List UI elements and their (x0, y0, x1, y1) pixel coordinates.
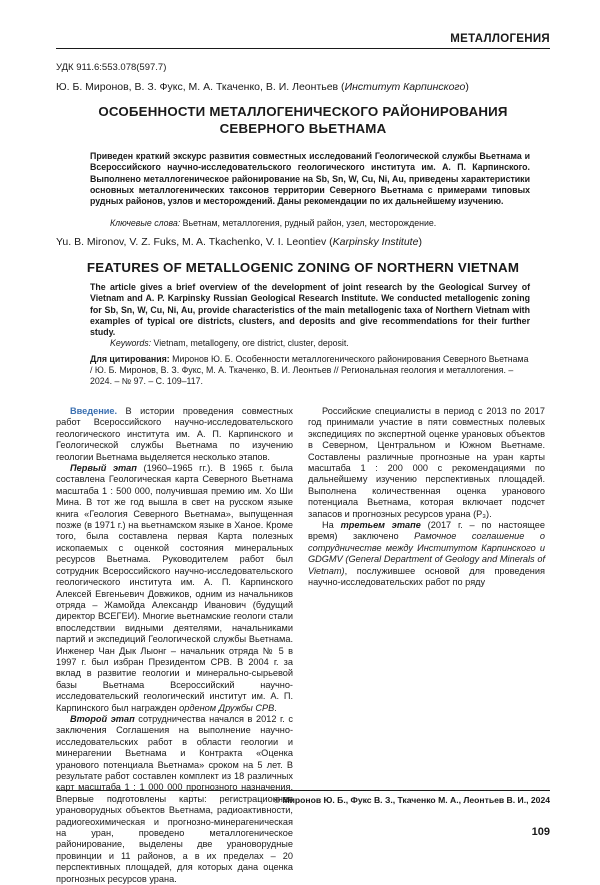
intro-text: В истории проведения совместных работ Всероссийского научно-исследовательского геологического института им. А. П. Карпинского и Геологической службы Вьетнама по изучению геологии Вьетнама выделяется несколько этапов. (56, 406, 293, 462)
intro-paragraph (56, 406, 293, 463)
stage3-agreement: Рамочное соглашение о сотрудничестве между Институтом Карпинского и GDGMV (General Department of Geology and Minerals of Vietnam) (308, 531, 545, 576)
body-column-left (56, 406, 293, 885)
stage2-text: сотрудничества начался в 2012 г. с заключения Соглашения на выполнение научно-исследовательских работ в области геологии и минерагении Вьетнама и Контракта «Оценка уранового потенциала Вьетнама» сроком на 5 лет. В результате работ составлен комплект из 18 различных карт масштаба 1 : 1 000 000 прогнозного назначения. Впервые подготовлены карты: регистрационная урановорудных объектов Вьетнама, радиоактивности, радиогеохимическая и прогнозно-минерагеническая на уран, проведено металлогеническое районирование, выделены две урановорудные провинции и 11 районов, а в их пределах – 20 перспективных площадей, для которых дана оценка прогнозных ресурсов урана. (56, 713, 293, 884)
title-ru-line2: СЕВЕРНОГО ВЬЕТНАМА (219, 121, 387, 136)
citation-label: Для цитирования: (90, 354, 170, 364)
stage1-paragraph (56, 463, 293, 714)
authors-ru-names: Ю. Б. Миронов, В. З. Фукс, М. А. Ткаченко, В. И. Леонтьев ( (56, 81, 345, 93)
keywords-ru-label: Ключевые слова: (110, 218, 181, 228)
udk-code: УДК 911.6:553.078(597.7) (56, 62, 167, 73)
stage1-text: (1960–1965 гг.). В 1965 г. была составлена Геологическая карта Северного Вьетнама масштаба 1 : 500 000, получившая премию им. Хо Ши Мина. В тот же год вышла в свет на русском языке книга «Геология Северного Вьетнама», выпущенная позже (в 1971 г.) на вьетнамском языке в Ханое. Кроме того, была составлена первая Карта полезных ископаемых с оценкой состояния минеральных ресурсов Вьетнама. Руководителем работ был сотрудник Всероссийского научно-исследовательского геологического института им. А. П. Карпинского Алексей Евгеньевич Довжиков, одним из начальников отряда – Жамойда Александр Иванович (будущий директор ВСЕГЕИ). Многие вьетнамские геологи стали впоследствии видными деятелями, начальниками партий и экспедиций Геологической службы Вьетнама. Инженер Чан Дык Лыонг – начальник отряда № 5 в 1997 г. был избран Президентом СРВ. В 2004 г. за вклад в развитие геологии и минерально-сырьевой базы Вьетнама Всероссийский научно-исследовательский геологический институт им. А. П. Карпинского был награжден (56, 463, 293, 713)
copyright: © Миронов Ю. Б., Фукс В. З., Ткаченко М. А., Леонтьев В. И., 2024 (273, 795, 550, 805)
page-number: 109 (531, 826, 550, 838)
title-en: FEATURES OF METALLOGENIC ZONING OF NORTHERN VIETNAM (86, 260, 520, 275)
stage2-label: Второй этап (70, 713, 135, 724)
authors-en-names: Yu. B. Mironov, V. Z. Fuks, M. A. Tkachenko, V. I. Leontiev ( (56, 236, 333, 248)
keywords-en-text: Vietnam, metallogeny, ore district, cluster, deposit. (151, 338, 349, 348)
keywords-en (110, 338, 530, 349)
stage3-mid: (2017 г. – по настоящее время) заключено (308, 520, 545, 542)
stage3-prefix: На (322, 520, 341, 531)
keywords-ru-text: Вьетнам, металлогения, рудный район, узел, месторождение. (180, 218, 437, 228)
intro-label: Введение. (70, 406, 118, 416)
citation (90, 354, 530, 388)
institute-ru: Институт Карпинского (344, 81, 466, 93)
stage1-label: Первый этап (70, 463, 137, 474)
keywords-ru (110, 218, 530, 229)
authors-ru-close: ) (465, 81, 469, 93)
stage1-end: . (274, 702, 277, 713)
institute-en: Karpinsky Institute (332, 236, 419, 248)
stage3-paragraph (308, 520, 545, 588)
footer-divider (56, 790, 550, 791)
stage3-label: третьем этапе (340, 520, 421, 531)
title-ru-line1: ОСОБЕННОСТИ МЕТАЛЛОГЕНИЧЕСКОГО РАЙОНИРОВАНИЯ (98, 104, 508, 119)
keywords-en-label: Keywords: (110, 338, 152, 348)
authors-en-close: ) (418, 236, 422, 248)
section-header (56, 33, 550, 49)
authors-ru (56, 81, 469, 93)
body-column-right (308, 406, 545, 589)
abstract-en: The article gives a brief overview of the development of joint research by the Geological Survey of Vietnam and A. P. Karpinsky Russian Geological Research Institute. We conducted metallogenic zoning for Sb, Sn, W, Cu, Ni, Au, provide characteristics of the main metallogenic taxa of Northern Vietnam with examples of typical ore districts, clusters, and deposits and give recommendations for their further study. (90, 282, 530, 338)
authors-en (56, 236, 422, 248)
citation-text: Миронов Ю. Б. Особенности металлогенического районирования Северного Вьетнама / Ю. Б. Миронов, В. З. Фукс, М. А. Ткаченко, В. И. Леонтьев // Региональная геология и металлогения. – 2024. – № 97. – С. 109–117. (90, 354, 529, 387)
section-label: МЕТАЛЛОГЕНИЯ (444, 33, 550, 45)
stage2-paragraph (56, 714, 293, 885)
abstract-ru: Приведен краткий экскурс развития совместных исследований Геологической службы Вьетнама и Всероссийского научно-исследовательского геологического института им. А. П. Карпинского. Выполнено металлогеническое районирование на Sb, Sn, W, Cu, Ni, Au, приведены характеристики основных металлогенических таксонов территории Северного Вьетнама с примерами типовых рудных районов, узлов и месторождений. Даны рекомендации по их дальнейшему изучению. (90, 151, 530, 207)
title-ru (56, 103, 550, 137)
stage3-end: , послужившее основой для проведения научно-исследовательских работ по ряду (308, 565, 545, 588)
russia-paragraph: Российские специалисты в период с 2013 по 2017 год принимали участие в пяти совместных полевых экспедициях по экспертной оценке урановых объектов в Северном, Центральном и Южном Вьетнаме. Составлены различные прогнозные на уран карты масштаба 1 : 200 000 с рекомендациями по дальнейшему изучению перспективных площадей. Выполнена количественная оценка уранового потенциала Вьетнама, которая включает подсчет запасов и прогнозных ресурсов урана (P₃). (308, 406, 545, 519)
stage1-order: орденом Дружбы СРВ (179, 702, 275, 713)
